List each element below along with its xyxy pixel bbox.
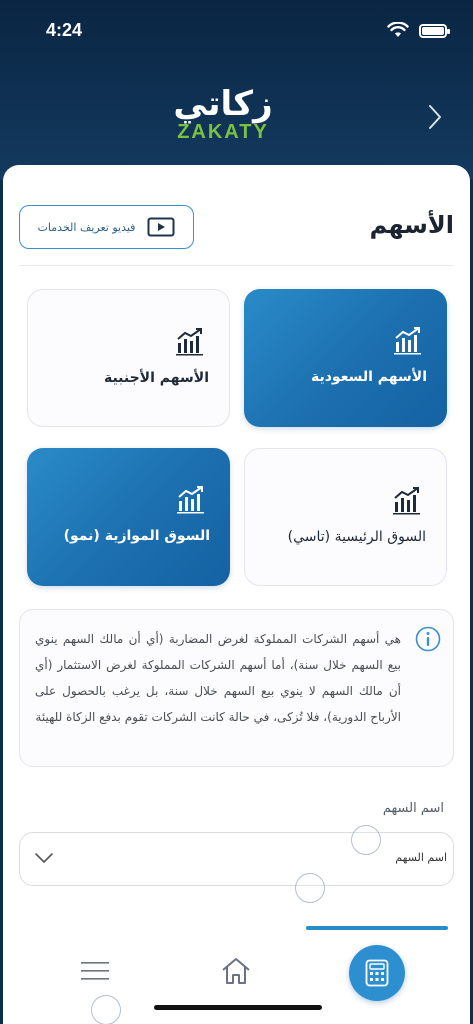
card-label: الأسهم الأجنبية [103, 370, 209, 386]
intro-video-button[interactable] [19, 205, 194, 249]
page-title: الأسهم [369, 211, 454, 239]
chevron-down-icon [34, 851, 54, 865]
info-icon [415, 626, 441, 652]
battery-icon [419, 24, 447, 38]
card-parallel-market[interactable] [27, 448, 230, 586]
calculator-icon [365, 959, 389, 987]
touch-indicator [91, 995, 121, 1024]
touch-indicator [351, 825, 381, 855]
bar-chart-icon [175, 326, 205, 356]
card-label: السوق الرئيسية (تاسي) [287, 529, 426, 545]
play-icon [147, 217, 175, 237]
wifi-icon [387, 22, 409, 38]
app-header [0, 0, 473, 180]
chevron-right-icon [428, 104, 442, 130]
stock-name-label: اسم السهم [382, 801, 444, 816]
card-main-market[interactable] [244, 448, 447, 586]
info-text: هي أسهم الشركات المملوكة لغرض المضاربة (أي أن مالك السهم ينوي بيع السهم خلال سنة)، أما أسهم الشركات المملوكة لغرض الاستثمار (أي أن مالك السهم لا ينوي بيع السهم خلال سنة، بل يرغب بالحصول على الأرباح الدورية)، فلا تُزكى، في حالة كانت الشركات تقوم بدفع الزكاة للهيئة [35, 632, 401, 724]
stock-name-value: اسم السهم [395, 851, 447, 864]
calculator-button[interactable] [349, 945, 405, 1001]
bar-chart-icon [392, 485, 422, 515]
intro-video-label: فيديو تعريف الخدمات [37, 220, 136, 234]
home-icon[interactable] [220, 956, 252, 986]
card-label: الأسهم السعودية [311, 369, 427, 385]
content-sheet [3, 165, 470, 1024]
info-box [19, 609, 454, 767]
bar-chart-icon [176, 484, 206, 514]
logo-arabic: زكاتي [173, 84, 273, 124]
status-time: 4:24 [46, 20, 83, 40]
bar-chart-icon [393, 325, 423, 355]
menu-icon[interactable] [80, 960, 110, 982]
logo-english: ZAKATY [177, 121, 269, 143]
card-saudi-stocks[interactable] [244, 289, 447, 427]
card-foreign-stocks[interactable] [27, 289, 230, 427]
divider [19, 265, 454, 266]
touch-indicator [295, 873, 325, 903]
app-logo [168, 86, 278, 142]
back-button[interactable] [420, 100, 450, 134]
stock-name-select[interactable] [19, 832, 454, 886]
status-bar [0, 0, 473, 58]
home-indicator [154, 1005, 322, 1010]
card-label: السوق الموازية (نمو) [63, 528, 210, 544]
